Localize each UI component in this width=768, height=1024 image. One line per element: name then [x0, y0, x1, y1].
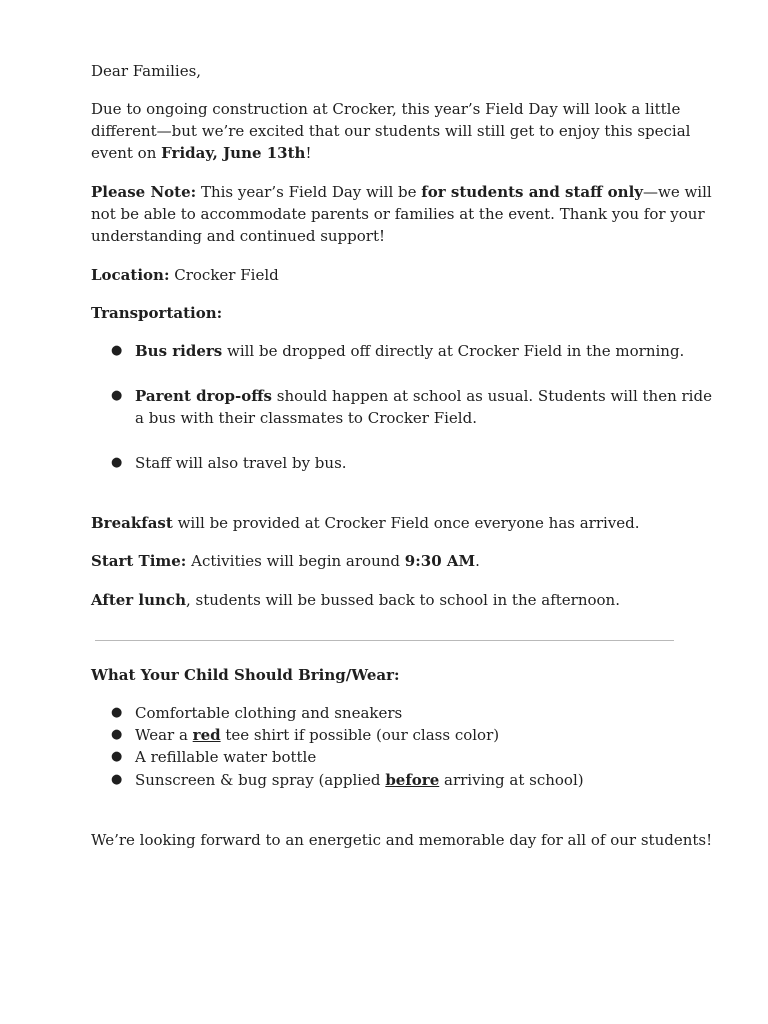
- greeting: Dear Families,: [91, 62, 202, 80]
- bullet-icon: ●: [111, 343, 123, 358]
- note-line-3: understanding and continued support!: [91, 227, 386, 245]
- bring-item-post: arriving at school): [439, 771, 584, 789]
- intro-line-3-text: event on: [91, 144, 162, 162]
- breakfast-label: Breakfast: [91, 514, 173, 532]
- intro-line-3-end: !: [305, 144, 312, 162]
- bring-item-text: [135, 724, 499, 746]
- bring-heading: What Your Child Should Bring/Wear:: [91, 666, 400, 684]
- parent-dropoffs-label: Parent drop-offs: [135, 387, 272, 405]
- start-time-end: .: [475, 552, 480, 570]
- location-label: Location:: [91, 266, 170, 284]
- after-lunch-label: After lunch: [91, 591, 186, 609]
- intro-line-2: different—but we’re excited that our students will still get to enjoy this special: [91, 122, 691, 140]
- note-emphasis: for students and staff only: [421, 183, 643, 201]
- intro-line-1: Due to ongoing construction at Crocker, this year’s Field Day will look a little: [91, 100, 681, 118]
- closing-line: We’re looking forward to an energetic and memorable day for all of our students!: [91, 831, 713, 849]
- bring-item-post: tee shirt if possible (our class color): [220, 726, 500, 744]
- after-lunch-line: [91, 589, 620, 611]
- start-time-text: Activities will begin around: [186, 552, 405, 570]
- bus-riders-label: Bus riders: [135, 342, 223, 360]
- bullet-icon: ●: [111, 705, 123, 720]
- transportation-item-text-cont: a bus with their classmates to Crocker Field.: [135, 409, 477, 427]
- bullet-icon: ●: [111, 388, 123, 403]
- transportation-item-text: [135, 340, 684, 362]
- red-emphasis: red: [192, 726, 221, 744]
- bring-item-pre: Sunscreen & bug spray (applied: [135, 771, 386, 789]
- breakfast-line: [91, 512, 640, 534]
- section-divider: [95, 640, 674, 641]
- bullet-icon: ●: [111, 749, 123, 764]
- transportation-heading: Transportation:: [91, 304, 223, 322]
- bring-item-pre: Wear a: [135, 726, 193, 744]
- start-time-label: Start Time:: [91, 552, 187, 570]
- transportation-item-text: Staff will also travel by bus.: [135, 454, 347, 472]
- location-line: [91, 264, 279, 286]
- before-emphasis: before: [385, 771, 440, 789]
- note-label: Please Note:: [91, 183, 197, 201]
- bus-riders-text: will be dropped off directly at Crocker Field in the morning.: [222, 342, 685, 360]
- bring-item-text: A refillable water bottle: [135, 748, 317, 766]
- transportation-item-text: [135, 385, 712, 407]
- bullet-icon: ●: [111, 727, 123, 742]
- bullet-icon: ●: [111, 772, 123, 787]
- note-text: This year’s Field Day will be: [196, 183, 422, 201]
- start-time-value: 9:30 AM: [404, 552, 476, 570]
- event-date: Friday, June 13th: [161, 144, 306, 162]
- intro-line-3: [91, 142, 312, 164]
- note-text-end: —we will: [642, 183, 712, 201]
- after-lunch-text: , students will be bussed back to school in the afternoon.: [185, 591, 620, 609]
- parent-dropoffs-text: should happen at school as usual. Students will then ride: [271, 387, 712, 405]
- start-time-line: [91, 550, 480, 572]
- location-value: Crocker Field: [169, 266, 279, 284]
- breakfast-text: will be provided at Crocker Field once everyone has arrived.: [172, 514, 640, 532]
- bring-item-text: [135, 769, 584, 791]
- note-line-1: [91, 181, 712, 203]
- bullet-icon: ●: [111, 455, 123, 470]
- note-line-2: not be able to accommodate parents or families at the event. Thank you for your: [91, 205, 705, 223]
- bring-item-text: Comfortable clothing and sneakers: [135, 704, 403, 722]
